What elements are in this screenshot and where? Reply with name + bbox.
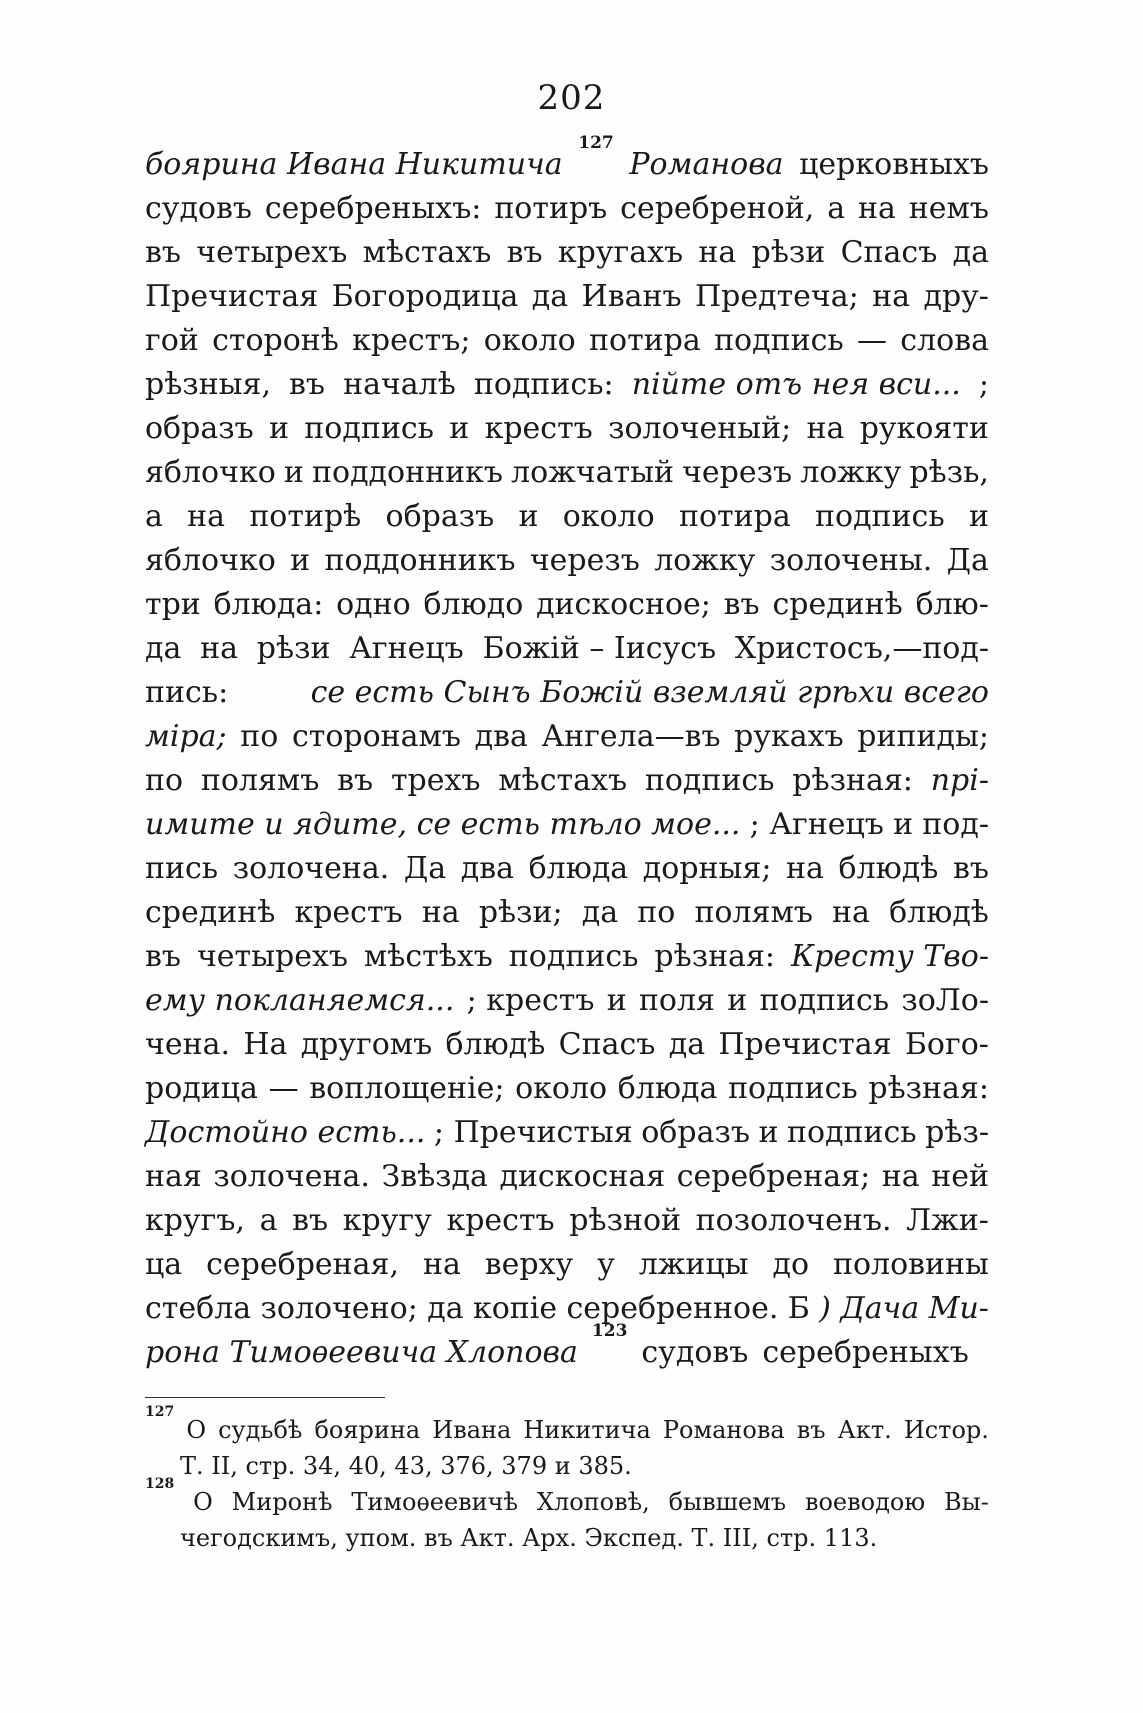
- text-span: рѣзь,: [909, 455, 989, 490]
- text-span: четырехъ: [196, 939, 348, 974]
- text-span: и: [268, 411, 289, 446]
- text-span: ложчатый: [511, 455, 674, 490]
- text-span: Звѣзда: [381, 1159, 488, 1194]
- italic-text: міра;: [145, 719, 227, 754]
- text-span: пись:: [145, 675, 229, 710]
- text-span: Лжи-: [906, 1203, 989, 1238]
- text-span: на: [832, 895, 870, 930]
- text-span: сторонамъ: [291, 719, 461, 754]
- text-span: рипиды;: [857, 719, 989, 754]
- body-line: [145, 1287, 989, 1331]
- text-span: Ивана: [432, 1416, 512, 1444]
- text-span: да: [668, 1027, 706, 1062]
- text-span: дискосное;: [536, 587, 711, 622]
- text-span: потирѣ: [249, 499, 362, 534]
- text-span: на: [698, 235, 737, 270]
- text-span: верху: [484, 1247, 574, 1282]
- footnote-marker: 128: [145, 1476, 175, 1492]
- body-line: [145, 935, 989, 979]
- text-span: Ангела—въ: [541, 719, 721, 754]
- text-span: по: [145, 763, 184, 798]
- text-span: Да: [403, 851, 447, 886]
- italic-text: ) Дача Ми-: [819, 1291, 989, 1326]
- body-line: [145, 891, 989, 935]
- text-span: два: [460, 851, 514, 886]
- text-span: Спасъ: [840, 235, 938, 270]
- text-span: подпись: [786, 1115, 917, 1150]
- text-span: стебла: [145, 1291, 252, 1326]
- text-span: у: [597, 1247, 615, 1282]
- text-span: чена.: [145, 1027, 231, 1062]
- text-span: Христосъ,—под-: [734, 631, 989, 666]
- text-span: а: [259, 1203, 278, 1238]
- text-span: рѣзи: [256, 631, 331, 666]
- text-span: ложку: [654, 543, 756, 578]
- body-line: [145, 1111, 989, 1155]
- text-span: и: [606, 983, 627, 1018]
- text-span: Тимоѳеевичѣ: [351, 1488, 518, 1516]
- body-line: [145, 495, 989, 539]
- text-span: блюдѣ: [445, 1027, 546, 1062]
- text-span: слова: [900, 323, 989, 358]
- text-span: кругу: [342, 1203, 432, 1238]
- text-span: по: [637, 895, 676, 930]
- body-line: [145, 671, 989, 715]
- text-span: черезъ: [529, 543, 640, 578]
- text-span: Романова: [662, 1416, 785, 1444]
- body-line: [145, 979, 989, 1023]
- text-span: кругъ,: [145, 1203, 245, 1238]
- body-line: [145, 275, 989, 319]
- text-span: Т. II, стр. 34, 40, 43, 376, 379 и 385.: [180, 1452, 632, 1480]
- text-span: Агнецъ: [349, 631, 464, 666]
- text-span: подпись: [304, 411, 434, 446]
- text-span: копіе: [472, 1291, 558, 1326]
- text-span: судовъ: [145, 191, 252, 226]
- text-span: рукахъ: [734, 719, 844, 754]
- text-span: полямъ: [200, 763, 320, 798]
- text-span: около: [483, 323, 576, 358]
- text-span: на: [872, 279, 911, 314]
- text-span: Пречистая: [718, 1027, 892, 1062]
- text-span: золочена.: [232, 851, 390, 886]
- text-span: и: [968, 499, 989, 534]
- text-span: яблочко: [145, 455, 276, 490]
- text-span: дру-: [923, 279, 989, 314]
- text-span: около: [562, 499, 655, 534]
- text-span: и: [893, 807, 914, 842]
- text-span: потира: [589, 323, 701, 358]
- text-span: образъ: [385, 499, 495, 534]
- body-line: [145, 803, 989, 847]
- footnote-marker: 127: [578, 133, 614, 153]
- text-span: серебреная;: [676, 1159, 871, 1194]
- text-span: блюдѣ: [838, 851, 939, 886]
- text-span: рѣз-: [925, 1115, 989, 1150]
- text-span: блюда: [617, 1071, 718, 1106]
- body-line: [145, 1023, 989, 1067]
- footnote-line: [145, 1476, 989, 1520]
- text-span: Миронѣ: [231, 1488, 333, 1516]
- text-span: ца: [145, 1247, 183, 1282]
- text-span: зоЛо-: [901, 983, 989, 1018]
- italic-text: ему покланяемся...: [145, 983, 455, 1018]
- italic-text: боярина Ивана Никитича: [145, 147, 563, 182]
- text-span: на: [187, 499, 226, 534]
- text-span: въ: [145, 939, 181, 974]
- text-span: ная: [145, 1159, 202, 1194]
- text-span: судовъ: [641, 1335, 749, 1370]
- text-span: да: [581, 895, 619, 930]
- footnote-rule: [145, 1397, 385, 1398]
- text-span: Спасъ: [558, 1027, 656, 1062]
- text-span: Истор.: [903, 1416, 989, 1444]
- text-span: подпись:: [473, 367, 614, 402]
- text-span: въ: [289, 367, 326, 402]
- text-span: позолоченъ.: [695, 1203, 892, 1238]
- text-span: а: [827, 191, 846, 226]
- text-span: и: [518, 499, 539, 534]
- text-span: родица: [145, 1071, 258, 1106]
- text-span: поддонникъ: [312, 455, 503, 490]
- text-span: О: [193, 1488, 213, 1516]
- text-span: подпись: [714, 323, 844, 358]
- text-span: блюда: [528, 851, 629, 886]
- text-span: и: [290, 543, 311, 578]
- body-line: [145, 451, 989, 495]
- text-span: и: [727, 983, 748, 1018]
- page-number: 202: [537, 78, 606, 118]
- text-span: ней: [931, 1159, 989, 1194]
- text-span: до: [772, 1247, 810, 1282]
- text-span: одно: [336, 587, 411, 622]
- text-span: Никитича: [523, 1416, 651, 1444]
- text-span: Хлоповѣ,: [536, 1488, 650, 1516]
- text-span: четырехъ: [196, 235, 348, 270]
- text-span: крестъ: [484, 411, 593, 446]
- body-line: [145, 407, 989, 451]
- body-line: [145, 1243, 989, 1287]
- text-span: мѣстахъ: [498, 763, 628, 798]
- text-span: рѣзи: [751, 235, 826, 270]
- italic-text: Достойно есть...: [145, 1115, 426, 1150]
- text-span: да: [145, 631, 182, 666]
- body-line: [145, 231, 989, 275]
- text-span: на: [786, 851, 824, 886]
- body-line: [145, 583, 989, 627]
- body-line: [145, 539, 989, 583]
- text-span: крестъ;: [352, 323, 471, 358]
- text-span: золочена.: [213, 1159, 370, 1194]
- text-span: лжицы: [638, 1247, 749, 1282]
- text-span: подпись: [759, 983, 890, 1018]
- footnote-marker: 123: [591, 1321, 628, 1341]
- text-span: блюда:: [213, 587, 324, 622]
- text-span: яблочко: [145, 543, 276, 578]
- text-span: На: [243, 1027, 288, 1062]
- text-span: срединѣ: [145, 895, 276, 930]
- text-span: кругахъ: [557, 235, 684, 270]
- text-span: и: [449, 411, 470, 446]
- body-line: [145, 715, 989, 759]
- text-span: рѣзная:: [868, 1071, 989, 1106]
- text-span: половины: [832, 1247, 989, 1282]
- text-span: боярина: [314, 1416, 421, 1444]
- text-span: крестъ: [294, 895, 403, 930]
- italic-text: пійте отъ нея вси...: [631, 367, 961, 402]
- text-span: блю-: [915, 587, 989, 622]
- text-span: чегодскимъ, упом. въ Акт. Арх. Экспед. Т. III, стр. 113.: [180, 1524, 878, 1552]
- footnote-line: [145, 1520, 989, 1556]
- text-span: рѣзной: [569, 1203, 682, 1238]
- text-span: ; Пречистыя: [433, 1115, 633, 1150]
- text-span: судьбѣ: [218, 1416, 303, 1444]
- footnote-line: [145, 1404, 989, 1448]
- text-span: Да: [946, 543, 989, 578]
- italic-text: прі-: [930, 763, 989, 798]
- text-span: образъ: [641, 1115, 750, 1150]
- text-span: въ: [723, 587, 760, 622]
- text-span: да: [531, 279, 569, 314]
- text-span: Богородица: [331, 279, 519, 314]
- text-span: мѣстѣхъ: [363, 939, 493, 974]
- text-span: под-: [922, 807, 989, 842]
- body-line: [145, 363, 989, 407]
- text-span: рукояти: [859, 411, 989, 446]
- text-span: да: [427, 1291, 464, 1326]
- text-span: и: [758, 1115, 779, 1150]
- text-span: —: [857, 323, 887, 358]
- text-span: ;: [978, 367, 989, 402]
- text-span: подпись: [644, 763, 775, 798]
- text-span: ; крестъ: [466, 983, 595, 1018]
- text-span: Иванъ: [581, 279, 682, 314]
- text-span: серебреная,: [206, 1247, 400, 1282]
- body-line: [145, 759, 989, 803]
- italic-text: Романова: [629, 147, 784, 182]
- text-span: рѣзная:: [792, 763, 913, 798]
- text-span: подпись: [508, 939, 639, 974]
- body-line: [145, 187, 989, 231]
- text-span: церковныхъ: [799, 147, 989, 182]
- text-span: два: [474, 719, 528, 754]
- text-span: гой: [145, 323, 199, 358]
- text-span: въ: [952, 851, 989, 886]
- body-line: [145, 627, 989, 671]
- text-span: Бого-: [904, 1027, 989, 1062]
- text-span: образъ: [145, 411, 254, 446]
- footnote-marker: 127: [145, 1404, 175, 1420]
- italic-text: Кресту Тво-: [790, 939, 989, 974]
- text-span: три: [145, 587, 201, 622]
- text-span: на: [858, 191, 896, 226]
- text-span: серебреныхъ: [762, 1335, 969, 1370]
- text-span: на: [421, 895, 460, 930]
- text-span: поддонникъ: [324, 543, 516, 578]
- text-span: потира: [679, 499, 791, 534]
- text-span: въ: [337, 763, 374, 798]
- text-span: Пречистая: [145, 279, 319, 314]
- text-span: на: [881, 1159, 920, 1194]
- body-text: [145, 133, 989, 1375]
- text-span: въ: [506, 235, 543, 270]
- text-span: пись: [145, 851, 219, 886]
- text-span: Вы-: [944, 1488, 989, 1516]
- italic-text: рона Тимоѳеевича Хлопова: [145, 1335, 578, 1370]
- text-span: ; Агнецъ: [749, 807, 884, 842]
- text-span: воеводою: [804, 1488, 926, 1516]
- text-span: а: [145, 499, 163, 534]
- text-span: на: [200, 631, 239, 666]
- text-span: другомъ: [300, 1027, 433, 1062]
- text-span: рѣзная:: [654, 939, 775, 974]
- text-span: по: [240, 719, 279, 754]
- text-span: на: [422, 1247, 461, 1282]
- text-span: черезъ: [682, 455, 793, 490]
- italic-text: имите и ядите, се есть тѣло мое...: [145, 807, 741, 842]
- text-span: крестъ: [446, 1203, 555, 1238]
- text-span: —: [268, 1071, 299, 1106]
- text-span: поля: [638, 983, 715, 1018]
- text-span: серебренное.: [566, 1291, 779, 1326]
- body-line: [145, 1321, 989, 1375]
- footnotes: [145, 1404, 989, 1556]
- text-span: немъ: [908, 191, 989, 226]
- body-line: [145, 1067, 989, 1111]
- text-span: дорныя;: [642, 851, 772, 886]
- text-span: бывшемъ: [668, 1488, 787, 1516]
- body-line: [145, 1155, 989, 1199]
- text-span: подпись: [815, 499, 945, 534]
- text-span: серебреныхъ:: [264, 191, 482, 226]
- text-span: О: [186, 1416, 206, 1444]
- text-span: и: [283, 455, 304, 490]
- text-span: Акт.: [837, 1416, 892, 1444]
- text-span: Божій – Іисусъ: [482, 631, 717, 666]
- text-span: началѣ: [343, 367, 456, 402]
- text-span: блюдѣ: [889, 895, 989, 930]
- text-span: золочены.: [769, 543, 933, 578]
- text-span: подпись: [728, 1071, 858, 1106]
- body-line: [145, 1199, 989, 1243]
- text-span: въ: [145, 235, 181, 270]
- text-span: дискосная: [499, 1159, 666, 1194]
- text-span: золоченый;: [608, 411, 792, 446]
- text-span: около: [515, 1071, 608, 1106]
- text-span: Б: [787, 1291, 810, 1326]
- body-line: [145, 319, 989, 363]
- text-span: Предтеча;: [694, 279, 859, 314]
- text-span: серебреной,: [620, 191, 815, 226]
- body-line: [145, 133, 989, 187]
- text-span: срединѣ: [772, 587, 903, 622]
- text-span: въ: [292, 1203, 329, 1238]
- text-span: полямъ: [694, 895, 813, 930]
- text-span: потиръ: [494, 191, 608, 226]
- italic-text: се есть Сынъ Божій вземляй грѣхи всего: [310, 675, 989, 710]
- text-span: золочено;: [260, 1291, 418, 1326]
- text-span: воплощеніе;: [309, 1071, 505, 1106]
- text-span: въ: [796, 1416, 826, 1444]
- text-span: мѣстахъ: [362, 235, 492, 270]
- text-span: трехъ: [390, 763, 481, 798]
- text-span: сторонѣ: [212, 323, 339, 358]
- text-span: на: [806, 411, 845, 446]
- text-span: блюдо: [423, 587, 524, 622]
- text-span: да: [952, 235, 989, 270]
- body-line: [145, 847, 989, 891]
- footnote-line: [145, 1448, 989, 1484]
- text-span: ложку: [800, 455, 902, 490]
- text-span: рѣзныя,: [145, 367, 271, 402]
- text-span: рѣзи;: [478, 895, 563, 930]
